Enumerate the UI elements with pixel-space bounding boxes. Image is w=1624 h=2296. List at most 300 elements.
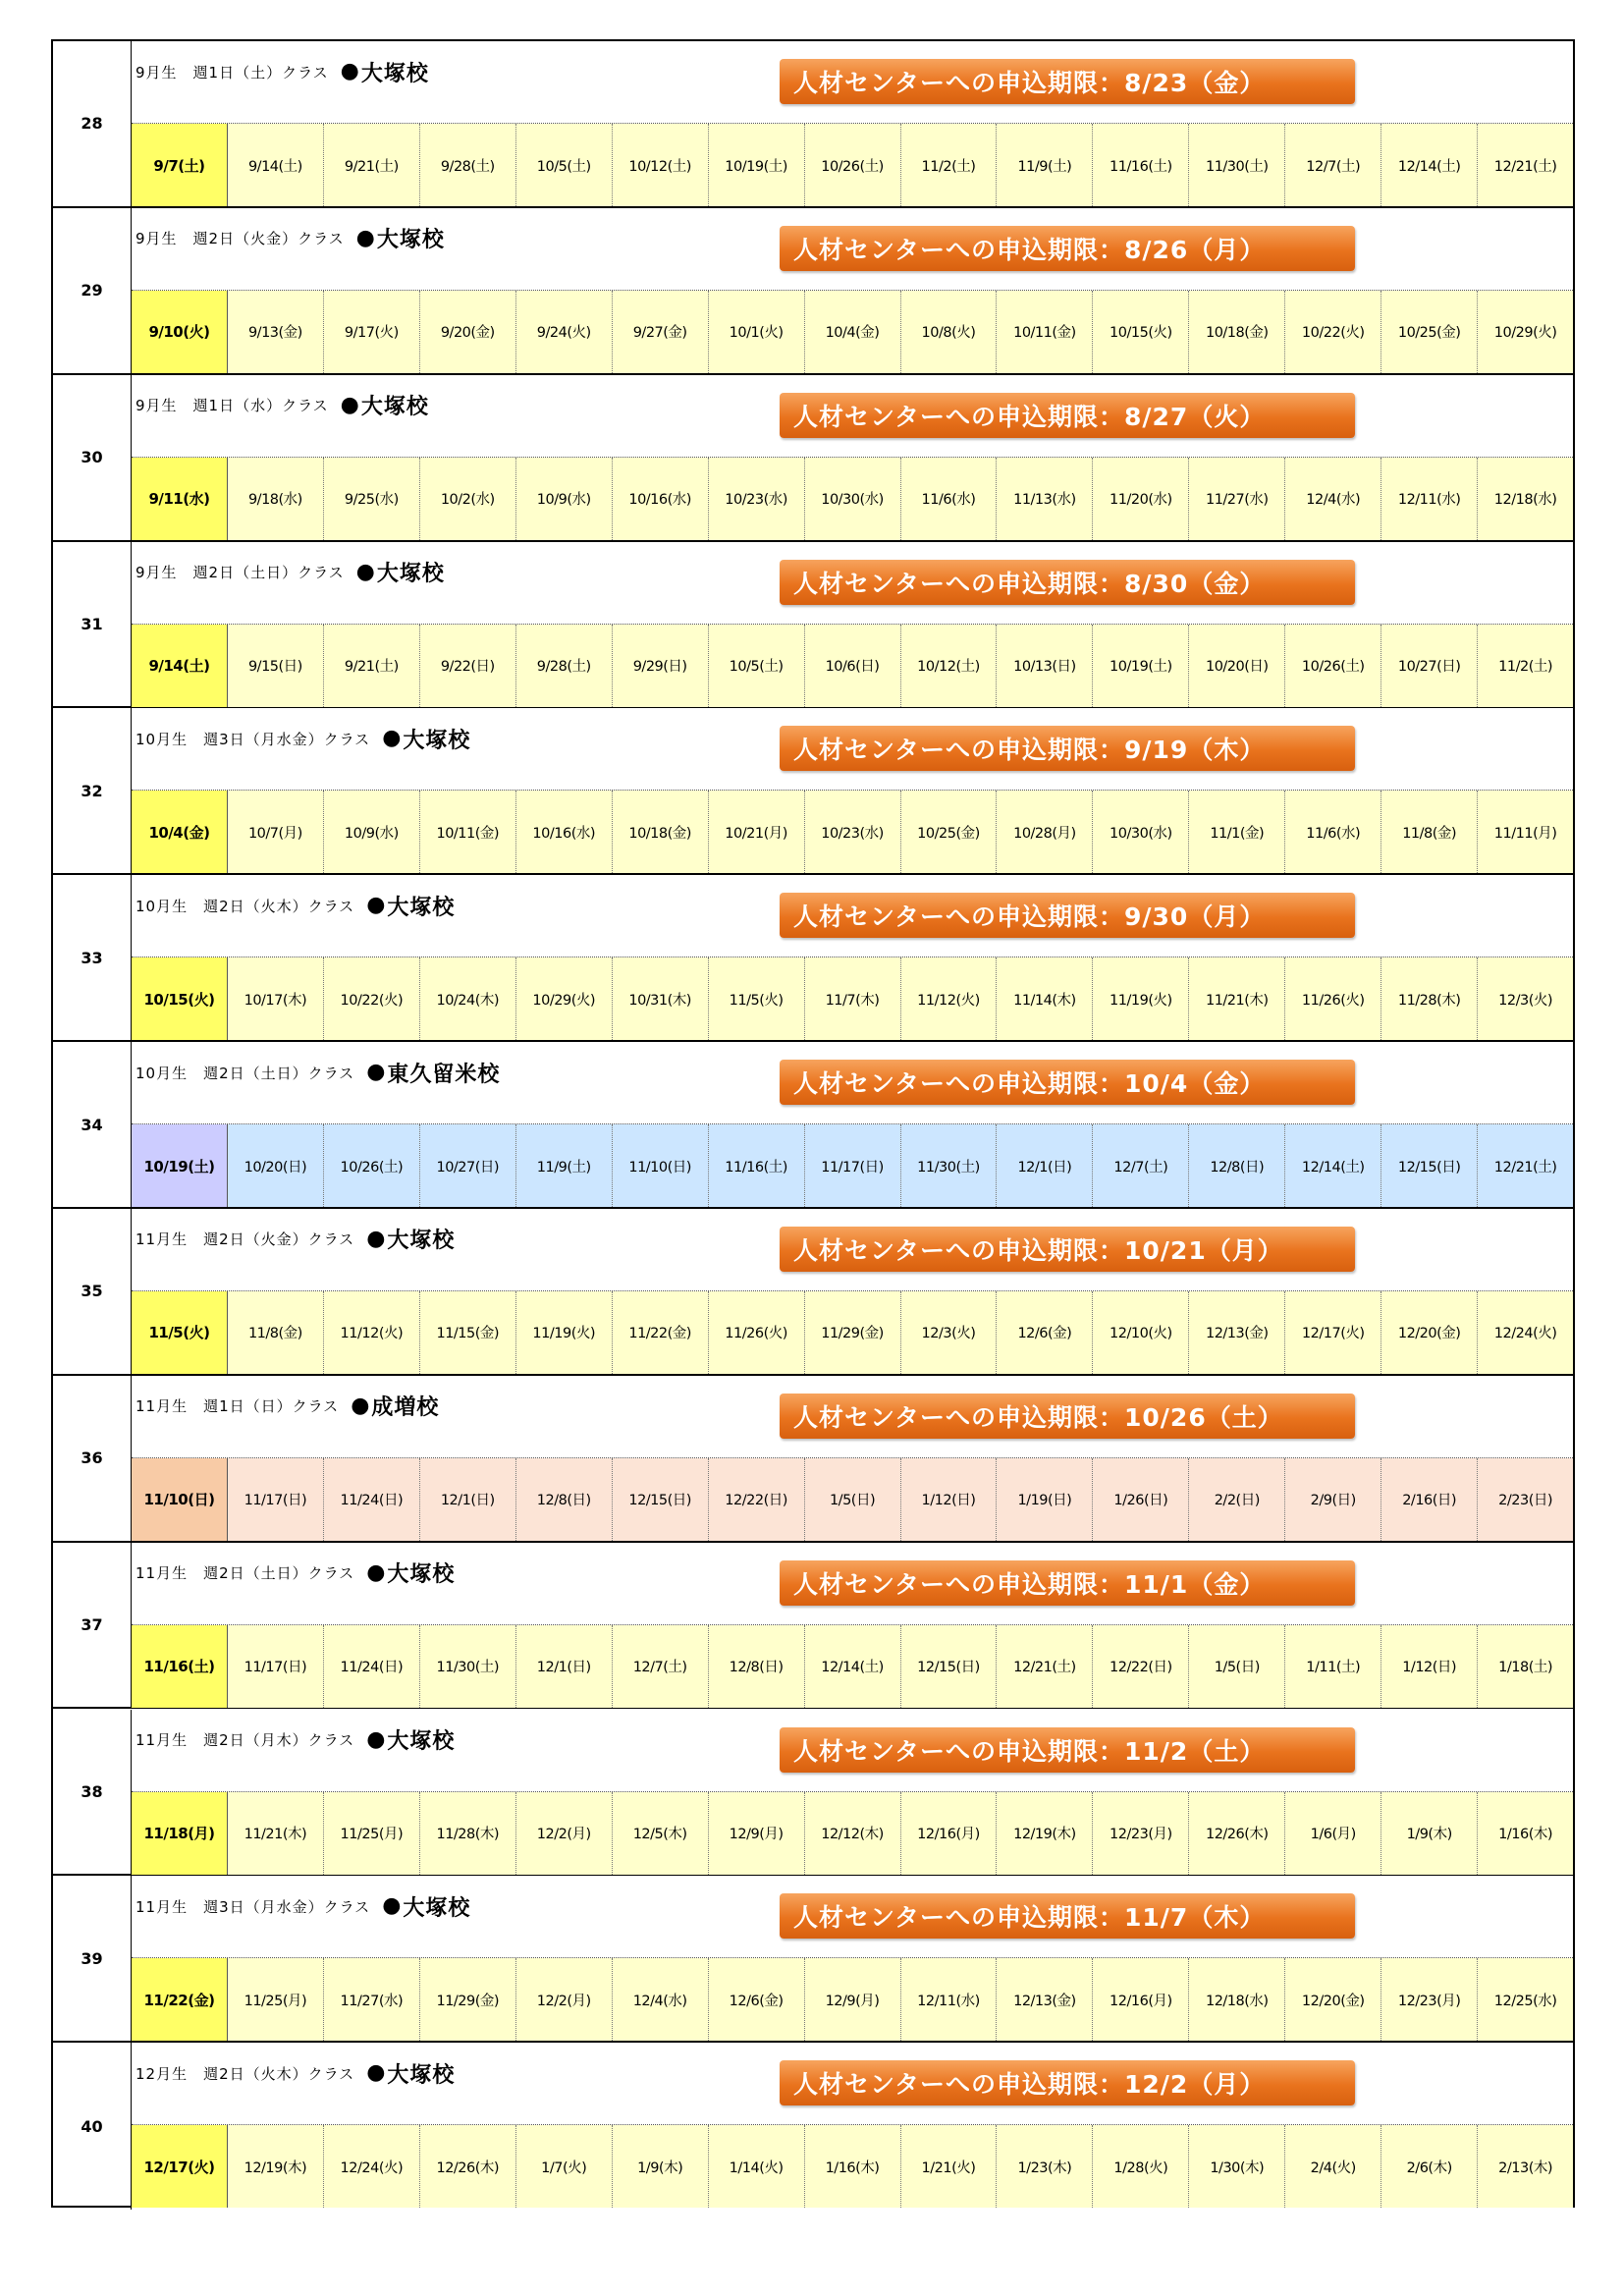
date-cell: 12/1(日): [516, 1625, 613, 1708]
bullet-icon: ●: [355, 225, 375, 250]
date-cell: 12/21(土): [1478, 1124, 1573, 1207]
date-cell: 2/9(日): [1285, 1458, 1381, 1541]
date-cell: 10/1(火): [709, 291, 805, 373]
class-block: [53, 1376, 1573, 1543]
date-cell: 11/10(日): [613, 1124, 709, 1207]
date-cell: 10/9(水): [516, 458, 613, 540]
start-date-cell: 10/15(火): [132, 957, 228, 1040]
class-info: [135, 389, 429, 422]
date-cell: 9/21(土): [324, 124, 420, 206]
bullet-icon: ●: [366, 2060, 386, 2086]
date-cell: 11/30(土): [901, 1124, 998, 1207]
class-block: [53, 1876, 1573, 2043]
date-cell: 11/24(日): [324, 1458, 420, 1541]
class-block: [53, 2043, 1573, 2210]
start-date-cell: 12/17(火): [132, 2125, 228, 2208]
school-name: 大塚校: [387, 1562, 456, 1588]
date-cell: 10/15(火): [1093, 291, 1189, 373]
class-header: [132, 1376, 1573, 1458]
date-row: [132, 625, 1573, 707]
class-label: 10月生 週2日（火木）クラス: [135, 897, 355, 915]
date-cell: 10/19(土): [709, 124, 805, 206]
class-header: [132, 1710, 1573, 1792]
date-cell: 11/25(月): [228, 1958, 324, 2041]
date-cell: 2/23(日): [1478, 1458, 1573, 1541]
class-label: 10月生 週3日（月水金）クラス: [135, 730, 371, 748]
date-cell: 10/22(火): [1285, 291, 1381, 373]
date-cell: 9/22(日): [420, 625, 516, 707]
bullet-icon: ●: [366, 1226, 386, 1251]
date-cell: 9/13(金): [228, 291, 324, 373]
date-cell: 1/19(日): [997, 1458, 1093, 1541]
date-cell: 11/15(金): [420, 1291, 516, 1374]
class-header: [132, 41, 1573, 124]
date-cell: 10/23(水): [709, 458, 805, 540]
class-number: 35: [53, 1209, 132, 1374]
class-info: [135, 889, 455, 922]
class-info: [135, 55, 429, 88]
date-cell: 10/8(火): [901, 291, 998, 373]
bullet-icon: ●: [382, 726, 402, 751]
date-cell: 1/14(火): [709, 2125, 805, 2208]
date-cell: 11/8(金): [1381, 791, 1478, 873]
class-block: [53, 1042, 1573, 1209]
date-row: [132, 124, 1573, 206]
date-cell: 11/11(月): [1478, 791, 1573, 873]
school-name: 大塚校: [387, 1729, 456, 1754]
date-cell: 12/23(月): [1381, 1958, 1478, 2041]
bullet-icon: ●: [355, 559, 375, 584]
date-cell: 1/7(火): [516, 2125, 613, 2208]
date-row: [132, 1958, 1573, 2041]
class-block: [53, 1543, 1573, 1710]
date-cell: 10/27(日): [1381, 625, 1478, 707]
date-cell: 12/11(水): [901, 1958, 998, 2041]
date-cell: 1/16(木): [805, 2125, 901, 2208]
date-cell: 2/13(木): [1478, 2125, 1573, 2208]
date-cell: 12/3(火): [1478, 957, 1573, 1040]
class-number: 39: [53, 1876, 132, 2041]
class-number: 36: [53, 1376, 132, 1541]
date-cell: 1/9(木): [1381, 1792, 1478, 1875]
date-cell: 12/15(日): [901, 1625, 998, 1708]
class-info: [135, 1889, 470, 1923]
date-cell: 12/14(土): [1381, 124, 1478, 206]
class-block: [53, 542, 1573, 709]
date-cell: 11/22(金): [613, 1291, 709, 1374]
class-info: [135, 1557, 455, 1590]
school-name: 成増校: [371, 1395, 440, 1421]
date-cell: 12/16(月): [901, 1792, 998, 1875]
date-cell: 1/5(日): [1189, 1625, 1285, 1708]
date-cell: 10/19(土): [1093, 625, 1189, 707]
date-cell: 11/21(木): [1189, 957, 1285, 1040]
date-cell: 10/5(土): [709, 625, 805, 707]
class-label: 11月生 週2日（月木）クラス: [135, 1731, 355, 1749]
date-row: [132, 2125, 1573, 2208]
date-cell: 12/7(土): [1093, 1124, 1189, 1207]
date-cell: 12/7(土): [613, 1625, 709, 1708]
class-info: [135, 1223, 455, 1256]
date-cell: 11/28(木): [1381, 957, 1478, 1040]
date-cell: 9/28(土): [420, 124, 516, 206]
date-row: [132, 291, 1573, 373]
date-cell: 2/16(日): [1381, 1458, 1478, 1541]
date-cell: 11/6(水): [901, 458, 998, 540]
start-date-cell: 9/11(水): [132, 458, 228, 540]
deadline-banner: 人材センターへの申込期限：11/7（木）: [780, 1893, 1355, 1939]
class-label: 12月生 週2日（火木）クラス: [135, 2064, 355, 2083]
date-cell: 12/14(土): [1285, 1124, 1381, 1207]
class-info: [135, 1056, 500, 1089]
date-cell: 12/24(火): [324, 2125, 420, 2208]
class-header: [132, 1543, 1573, 1625]
date-cell: 12/1(日): [997, 1124, 1093, 1207]
date-cell: 10/21(月): [709, 791, 805, 873]
date-cell: 11/8(金): [228, 1291, 324, 1374]
class-label: 9月生 週1日（水）クラス: [135, 397, 329, 415]
bullet-icon: ●: [366, 1559, 386, 1585]
date-cell: 10/30(水): [805, 458, 901, 540]
date-row: [132, 458, 1573, 540]
date-cell: 12/4(水): [613, 1958, 709, 2041]
class-header: [132, 875, 1573, 957]
date-cell: 10/17(木): [228, 957, 324, 1040]
class-info: [135, 722, 470, 755]
class-label: 9月生 週2日（火金）クラス: [135, 230, 345, 248]
date-cell: 10/7(月): [228, 791, 324, 873]
date-cell: 12/18(水): [1478, 458, 1573, 540]
date-cell: 9/18(水): [228, 458, 324, 540]
date-cell: 11/2(土): [1478, 625, 1573, 707]
date-cell: 10/24(木): [420, 957, 516, 1040]
date-cell: 12/26(木): [420, 2125, 516, 2208]
date-cell: 12/24(火): [1478, 1291, 1573, 1374]
bullet-icon: ●: [340, 392, 359, 417]
class-block: [53, 1710, 1573, 1877]
class-number: 37: [53, 1543, 132, 1708]
date-cell: 12/10(火): [1093, 1291, 1189, 1374]
class-info: [135, 1723, 455, 1757]
start-date-cell: 11/16(土): [132, 1625, 228, 1708]
bullet-icon: ●: [366, 1726, 386, 1752]
class-label: 11月生 週2日（土日）クラス: [135, 1564, 355, 1583]
date-cell: 12/21(土): [997, 1625, 1093, 1708]
date-cell: 11/25(月): [324, 1792, 420, 1875]
start-date-cell: 10/4(金): [132, 791, 228, 873]
date-cell: 11/28(木): [420, 1792, 516, 1875]
class-label: 9月生 週2日（土日）クラス: [135, 564, 345, 582]
date-cell: 9/29(日): [613, 625, 709, 707]
date-cell: 1/11(土): [1285, 1625, 1381, 1708]
date-row: [132, 1291, 1573, 1374]
start-date-cell: 11/5(火): [132, 1291, 228, 1374]
date-cell: 11/14(木): [997, 957, 1093, 1040]
date-cell: 11/29(金): [805, 1291, 901, 1374]
date-cell: 10/28(月): [997, 791, 1093, 873]
start-date-cell: 9/7(土): [132, 124, 228, 206]
date-cell: 1/9(木): [613, 2125, 709, 2208]
deadline-banner: 人材センターへの申込期限：10/21（月）: [780, 1227, 1355, 1272]
school-name: 大塚校: [387, 1229, 456, 1254]
date-cell: 12/6(金): [997, 1291, 1093, 1374]
date-cell: 12/19(木): [997, 1792, 1093, 1875]
class-header: [132, 2043, 1573, 2125]
date-cell: 10/25(金): [1381, 291, 1478, 373]
deadline-banner: 人材センターへの申込期限：8/26（月）: [780, 226, 1355, 271]
date-cell: 10/27(日): [420, 1124, 516, 1207]
deadline-banner: 人材センターへの申込期限：8/23（金）: [780, 59, 1355, 104]
date-cell: 12/9(月): [805, 1958, 901, 2041]
school-name: 大塚校: [403, 1895, 471, 1921]
date-cell: 1/26(日): [1093, 1458, 1189, 1541]
class-number: 32: [53, 708, 132, 873]
class-info: [135, 2056, 455, 2090]
date-row: [132, 957, 1573, 1040]
date-row: [132, 1792, 1573, 1875]
class-number: 31: [53, 542, 132, 707]
date-cell: 10/9(水): [324, 791, 420, 873]
start-date-cell: 11/22(金): [132, 1958, 228, 2041]
date-cell: 9/27(金): [613, 291, 709, 373]
deadline-banner: 人材センターへの申込期限：10/4（金）: [780, 1060, 1355, 1105]
class-block: [53, 208, 1573, 375]
class-header: [132, 1209, 1573, 1291]
deadline-banner: 人材センターへの申込期限：12/2（月）: [780, 2060, 1355, 2105]
class-block: [53, 375, 1573, 542]
date-cell: 12/5(木): [613, 1792, 709, 1875]
date-cell: 11/26(火): [709, 1291, 805, 1374]
date-cell: 10/6(日): [805, 625, 901, 707]
date-cell: 1/18(土): [1478, 1625, 1573, 1708]
date-cell: 11/30(土): [1189, 124, 1285, 206]
school-name: 大塚校: [403, 728, 471, 753]
class-header: [132, 208, 1573, 291]
school-name: 大塚校: [376, 228, 445, 253]
deadline-banner: 人材センターへの申込期限：8/27（火）: [780, 393, 1355, 438]
date-cell: 10/5(土): [516, 124, 613, 206]
class-block: [53, 1209, 1573, 1376]
date-cell: 12/11(水): [1381, 458, 1478, 540]
date-cell: 10/16(水): [516, 791, 613, 873]
date-cell: 9/17(火): [324, 291, 420, 373]
bullet-icon: ●: [340, 59, 359, 83]
date-row: [132, 1124, 1573, 1207]
date-cell: 10/2(水): [420, 458, 516, 540]
school-name: 大塚校: [360, 61, 429, 86]
date-cell: 12/9(月): [709, 1792, 805, 1875]
date-cell: 12/18(水): [1189, 1958, 1285, 2041]
date-cell: 9/21(土): [324, 625, 420, 707]
date-cell: 11/27(水): [324, 1958, 420, 2041]
class-number: 29: [53, 208, 132, 373]
class-label: 10月生 週2日（土日）クラス: [135, 1064, 355, 1082]
date-cell: 9/20(金): [420, 291, 516, 373]
date-cell: 12/13(金): [997, 1958, 1093, 2041]
date-cell: 11/9(土): [516, 1124, 613, 1207]
date-cell: 9/15(日): [228, 625, 324, 707]
class-label: 9月生 週1日（土）クラス: [135, 63, 329, 82]
date-cell: 12/22(日): [709, 1458, 805, 1541]
date-cell: 10/29(火): [516, 957, 613, 1040]
date-cell: 10/12(土): [901, 625, 998, 707]
date-cell: 11/20(水): [1093, 458, 1189, 540]
start-date-cell: 9/10(火): [132, 291, 228, 373]
class-info: [135, 556, 445, 589]
date-cell: 11/13(水): [997, 458, 1093, 540]
date-cell: 11/12(火): [324, 1291, 420, 1374]
date-cell: 1/16(木): [1478, 1792, 1573, 1875]
deadline-banner: 人材センターへの申込期限：10/26（土）: [780, 1394, 1355, 1439]
class-header: [132, 708, 1573, 791]
class-header: [132, 1042, 1573, 1124]
date-cell: 10/12(土): [613, 124, 709, 206]
date-cell: 11/27(水): [1189, 458, 1285, 540]
date-cell: 12/19(木): [228, 2125, 324, 2208]
date-cell: 10/26(土): [1285, 625, 1381, 707]
date-cell: 12/17(火): [1285, 1291, 1381, 1374]
bullet-icon: ●: [351, 1393, 370, 1418]
start-date-cell: 11/10(日): [132, 1458, 228, 1541]
date-cell: 10/13(日): [997, 625, 1093, 707]
deadline-banner: 人材センターへの申込期限：11/1（金）: [780, 1560, 1355, 1606]
date-cell: 12/8(日): [516, 1458, 613, 1541]
date-cell: 10/18(金): [613, 791, 709, 873]
date-cell: 10/20(日): [1189, 625, 1285, 707]
date-cell: 11/26(火): [1285, 957, 1381, 1040]
date-cell: 10/30(水): [1093, 791, 1189, 873]
deadline-banner: 人材センターへの申込期限：9/19（木）: [780, 726, 1355, 771]
class-number: 30: [53, 375, 132, 540]
bullet-icon: ●: [382, 1893, 402, 1919]
date-cell: 12/1(日): [420, 1458, 516, 1541]
date-cell: 9/28(土): [516, 625, 613, 707]
date-cell: 11/30(土): [420, 1625, 516, 1708]
date-cell: 12/4(水): [1285, 458, 1381, 540]
date-cell: 1/12(日): [1381, 1625, 1478, 1708]
date-cell: 12/8(日): [1189, 1124, 1285, 1207]
date-cell: 10/29(火): [1478, 291, 1573, 373]
date-cell: 11/5(火): [709, 957, 805, 1040]
date-cell: 10/25(金): [901, 791, 998, 873]
date-cell: 1/30(木): [1189, 2125, 1285, 2208]
date-cell: 12/7(土): [1285, 124, 1381, 206]
date-cell: 11/21(木): [228, 1792, 324, 1875]
class-number: 33: [53, 875, 132, 1040]
class-block: [53, 41, 1573, 208]
date-cell: 2/2(日): [1189, 1458, 1285, 1541]
date-cell: 1/6(月): [1285, 1792, 1381, 1875]
date-cell: 11/9(土): [997, 124, 1093, 206]
class-number: 34: [53, 1042, 132, 1207]
date-cell: 9/25(水): [324, 458, 420, 540]
date-cell: 12/6(金): [709, 1958, 805, 2041]
date-cell: 12/16(月): [1093, 1958, 1189, 2041]
class-label: 11月生 週1日（日）クラス: [135, 1397, 340, 1416]
deadline-banner: 人材センターへの申込期限：9/30（月）: [780, 893, 1355, 938]
school-name: 大塚校: [376, 562, 445, 587]
date-cell: 9/24(火): [516, 291, 613, 373]
date-cell: 11/2(土): [901, 124, 998, 206]
class-info: [135, 1390, 439, 1423]
date-cell: 10/26(土): [324, 1124, 420, 1207]
class-number: 40: [53, 2043, 132, 2210]
class-label: 11月生 週3日（月水金）クラス: [135, 1897, 371, 1916]
class-header: [132, 375, 1573, 458]
date-cell: 12/14(土): [805, 1625, 901, 1708]
date-cell: 12/13(金): [1189, 1291, 1285, 1374]
date-cell: 10/11(金): [997, 291, 1093, 373]
date-cell: 11/16(土): [709, 1124, 805, 1207]
date-cell: 1/21(火): [901, 2125, 998, 2208]
bullet-icon: ●: [366, 893, 386, 918]
schedule-sheet: [51, 39, 1575, 2208]
class-header: [132, 1876, 1573, 1958]
class-label: 11月生 週2日（火金）クラス: [135, 1230, 355, 1249]
date-cell: 11/7(木): [805, 957, 901, 1040]
date-cell: 11/17(日): [228, 1458, 324, 1541]
date-cell: 10/4(金): [805, 291, 901, 373]
date-cell: 11/16(土): [1093, 124, 1189, 206]
date-cell: 12/15(日): [613, 1458, 709, 1541]
date-cell: 1/5(日): [805, 1458, 901, 1541]
class-info: [135, 222, 445, 255]
date-cell: 11/17(日): [228, 1625, 324, 1708]
date-cell: 12/2(月): [516, 1958, 613, 2041]
date-cell: 12/20(金): [1285, 1958, 1381, 2041]
school-name: 大塚校: [360, 395, 429, 420]
date-cell: 12/22(日): [1093, 1625, 1189, 1708]
date-cell: 12/26(木): [1189, 1792, 1285, 1875]
date-cell: 10/23(水): [805, 791, 901, 873]
class-number: 38: [53, 1710, 132, 1875]
class-block: [53, 708, 1573, 875]
date-cell: 12/15(日): [1381, 1124, 1478, 1207]
date-cell: 12/8(日): [709, 1625, 805, 1708]
date-cell: 10/22(火): [324, 957, 420, 1040]
date-row: [132, 1625, 1573, 1708]
date-cell: 10/16(水): [613, 458, 709, 540]
date-cell: 10/31(木): [613, 957, 709, 1040]
date-cell: 11/24(日): [324, 1625, 420, 1708]
class-block: [53, 875, 1573, 1042]
date-cell: 12/25(水): [1478, 1958, 1573, 2041]
date-cell: 12/23(月): [1093, 1792, 1189, 1875]
date-cell: 12/2(月): [516, 1792, 613, 1875]
date-cell: 11/19(火): [516, 1291, 613, 1374]
date-cell: 11/29(金): [420, 1958, 516, 2041]
date-cell: 11/1(金): [1189, 791, 1285, 873]
class-number: 28: [53, 41, 132, 206]
date-cell: 12/3(火): [901, 1291, 998, 1374]
date-cell: 1/28(火): [1093, 2125, 1189, 2208]
date-cell: 2/6(木): [1381, 2125, 1478, 2208]
date-cell: 11/17(日): [805, 1124, 901, 1207]
date-cell: 10/11(金): [420, 791, 516, 873]
start-date-cell: 9/14(土): [132, 625, 228, 707]
deadline-banner: 人材センターへの申込期限：11/2（土）: [780, 1727, 1355, 1773]
school-name: 大塚校: [387, 895, 456, 920]
date-cell: 10/18(金): [1189, 291, 1285, 373]
school-name: 大塚校: [387, 2062, 456, 2088]
school-name: 東久留米校: [387, 1062, 501, 1087]
date-cell: 2/4(火): [1285, 2125, 1381, 2208]
date-cell: 9/14(土): [228, 124, 324, 206]
start-date-cell: 10/19(土): [132, 1124, 228, 1207]
date-cell: 11/6(水): [1285, 791, 1381, 873]
date-cell: 1/23(木): [997, 2125, 1093, 2208]
date-cell: 10/26(土): [805, 124, 901, 206]
